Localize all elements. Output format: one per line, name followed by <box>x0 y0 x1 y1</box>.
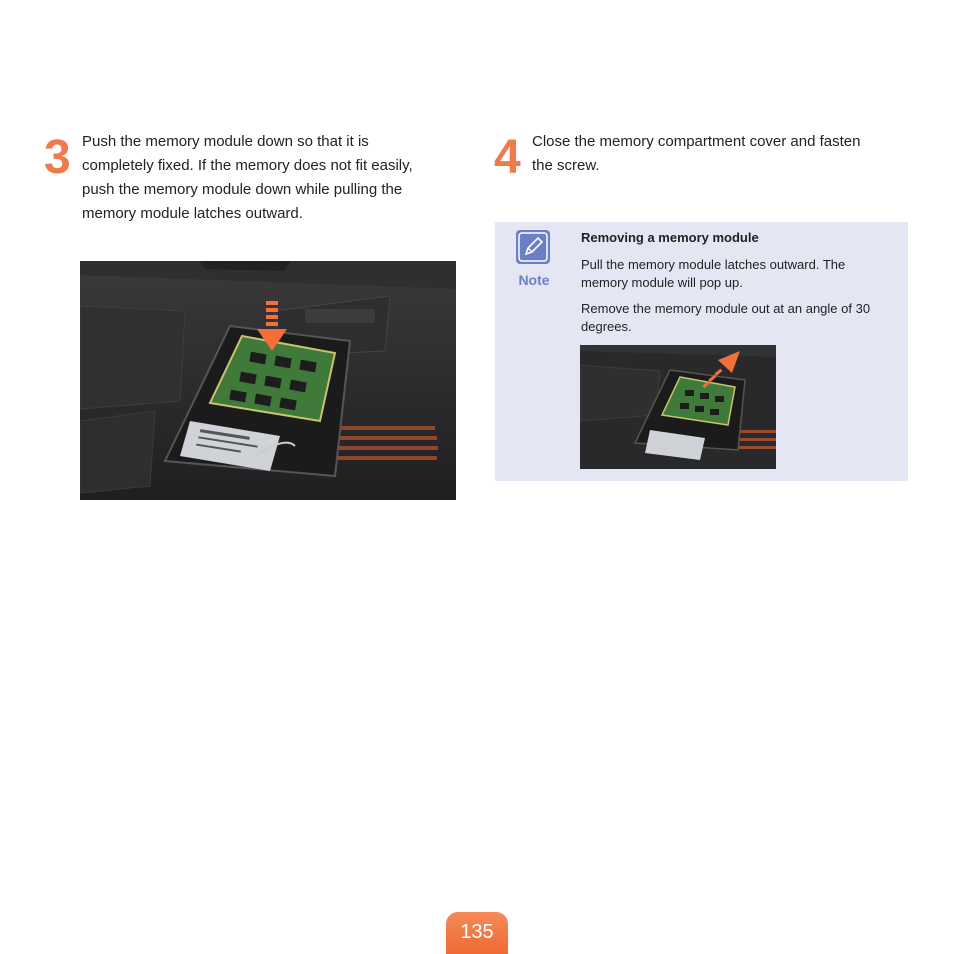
note-para1-line-1: Pull the memory module latches outward. The <box>581 257 846 272</box>
step-3-line-1: Push the memory module down so that it is <box>82 133 369 150</box>
step-3-number: 3 <box>44 131 71 184</box>
note-title: Removing a memory module <box>581 230 759 245</box>
pencil-icon <box>516 230 550 264</box>
page-number: 135 <box>460 921 494 943</box>
note-paragraph-1 <box>581 256 891 292</box>
note-label: Note <box>518 272 550 288</box>
memory-insert-photo <box>80 261 456 500</box>
step-3-text <box>82 130 462 226</box>
note-para2-line-2: degrees. <box>581 319 632 334</box>
step-3-line-4: memory module latches outward. <box>82 205 303 222</box>
memory-remove-photo <box>580 345 776 469</box>
note-para1-line-2: memory module will pop up. <box>581 275 743 290</box>
step-4-line-2: the screw. <box>532 157 600 174</box>
step-4-line-1: Close the memory compartment cover and fasten <box>532 133 861 150</box>
memory-remove-illustration <box>580 345 776 469</box>
step-3-line-2: completely fixed. If the memory does not fit easily, <box>82 157 413 174</box>
step-4-number: 4 <box>494 131 521 184</box>
page-number-tab <box>446 912 508 954</box>
step-4-text <box>532 130 902 178</box>
note-box <box>495 222 908 481</box>
memory-insert-illustration <box>80 261 456 500</box>
step-3-line-3: push the memory module down while pulling the <box>82 181 403 198</box>
note-paragraph-2 <box>581 300 891 336</box>
note-para2-line-1: Remove the memory module out at an angle of 30 <box>581 301 871 316</box>
